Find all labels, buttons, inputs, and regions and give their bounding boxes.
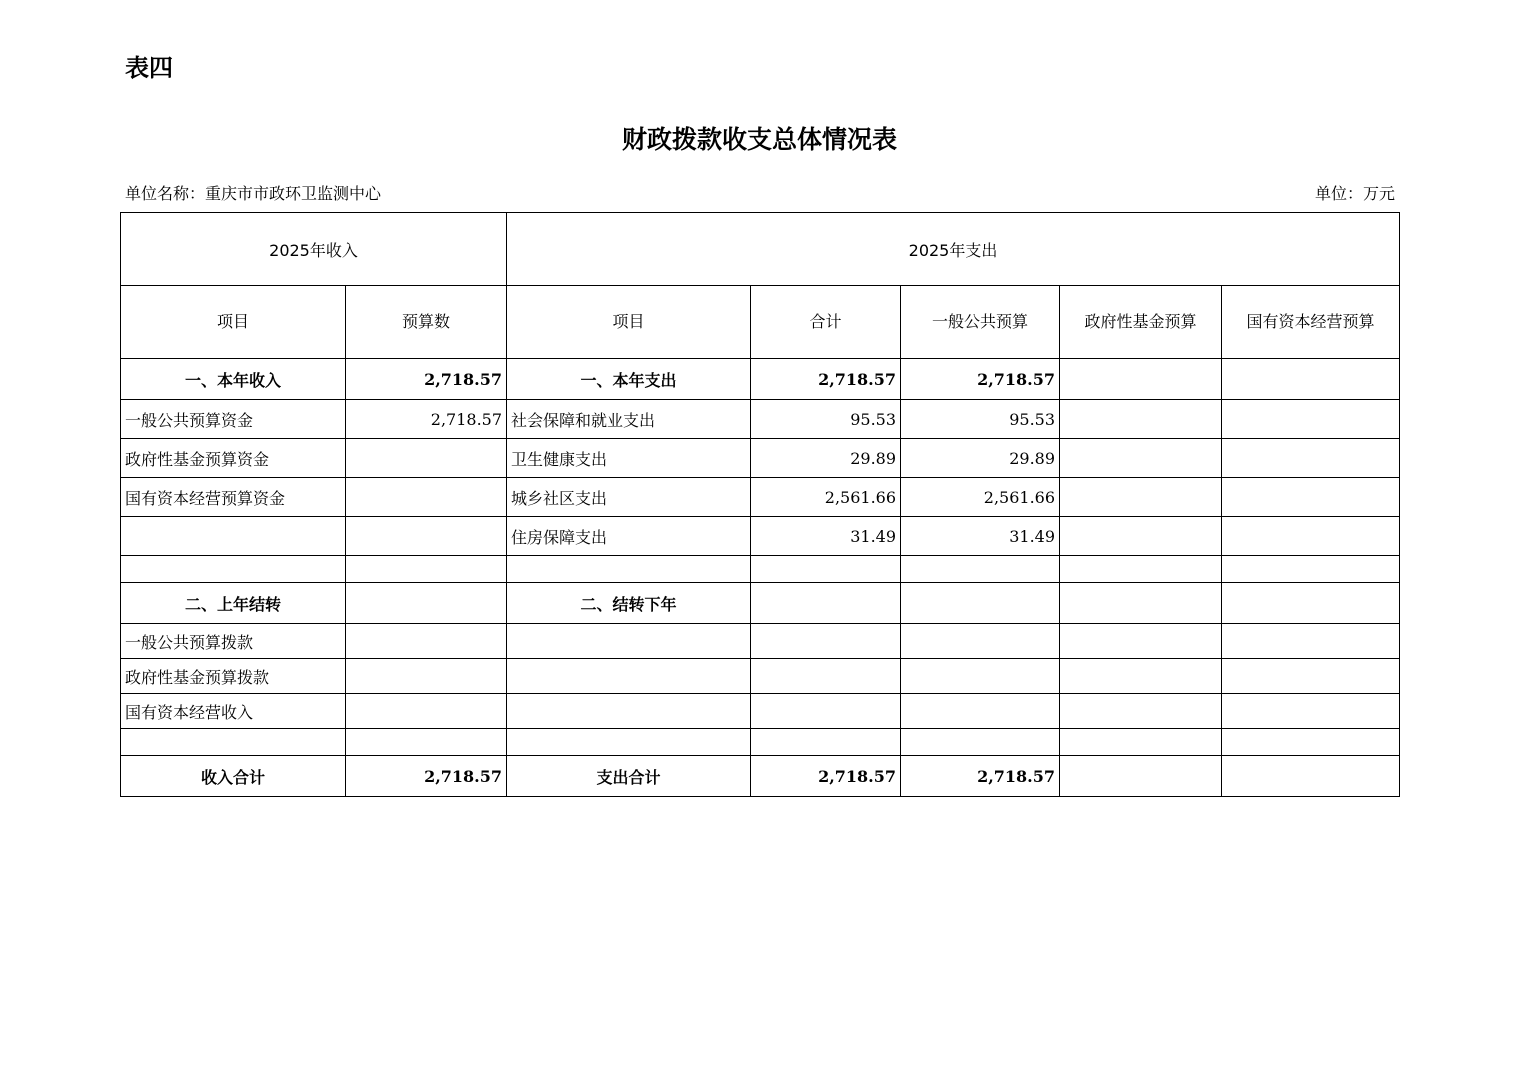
- table-cell: 政府性基金预算拨款: [121, 659, 346, 694]
- table-cell: [751, 556, 901, 583]
- table-cell: [1060, 659, 1222, 694]
- column-header: 项目: [121, 286, 346, 359]
- table-cell: [1222, 517, 1400, 556]
- income-total-label: 收入合计: [121, 756, 346, 797]
- table-label: 表四: [125, 54, 173, 82]
- table-cell: [1060, 556, 1222, 583]
- table-cell: 31.49: [751, 517, 901, 556]
- table-cell: [346, 478, 507, 517]
- table-cell: [1222, 400, 1400, 439]
- table-cell: [1060, 359, 1222, 400]
- table-cell: [346, 439, 507, 478]
- table-cell: [346, 624, 507, 659]
- table-cell: [901, 659, 1060, 694]
- table-cell: 城乡社区支出: [507, 478, 751, 517]
- table-cell: 国有资本经营预算资金: [121, 478, 346, 517]
- table-cell: [1060, 694, 1222, 729]
- table-cell: [346, 517, 507, 556]
- table-row: [121, 694, 1400, 729]
- table-cell: 29.89: [751, 439, 901, 478]
- column-header: 政府性基金预算: [1060, 286, 1222, 359]
- table-cell: [1222, 439, 1400, 478]
- table-cell: 卫生健康支出: [507, 439, 751, 478]
- table-cell: [1222, 624, 1400, 659]
- income-total-value: 2,718.57: [346, 756, 507, 797]
- general-budget-total: 2,718.57: [901, 756, 1060, 797]
- table-cell: [1060, 517, 1222, 556]
- column-header: 一般公共预算: [901, 286, 1060, 359]
- table-cell: 社会保障和就业支出: [507, 400, 751, 439]
- currency-unit: 单位：万元: [1314, 184, 1395, 203]
- table-cell: 二、结转下年: [507, 583, 751, 624]
- table-cell: 2,718.57: [901, 359, 1060, 400]
- table-cell: [901, 694, 1060, 729]
- budget-table: [120, 212, 1400, 797]
- table-cell: [346, 583, 507, 624]
- table-cell: 一般公共预算拨款: [121, 624, 346, 659]
- state-capital-total: [1222, 756, 1400, 797]
- table-cell: [121, 517, 346, 556]
- table-cell: [901, 556, 1060, 583]
- total-row: [121, 756, 1400, 797]
- table-row: [121, 400, 1400, 439]
- table-cell: [1222, 359, 1400, 400]
- table-cell: [121, 556, 346, 583]
- table-cell: [507, 556, 751, 583]
- column-header: 项目: [507, 286, 751, 359]
- table-cell: [901, 729, 1060, 756]
- table-row: [121, 729, 1400, 756]
- table-cell: [751, 583, 901, 624]
- table-cell: [751, 624, 901, 659]
- table-cell: 住房保障支出: [507, 517, 751, 556]
- page-title: 财政拨款收支总体情况表: [621, 125, 897, 154]
- table-cell: [1060, 624, 1222, 659]
- table-cell: [346, 694, 507, 729]
- table-cell: 二、上年结转: [121, 583, 346, 624]
- table-row: [121, 624, 1400, 659]
- table-cell: [1060, 583, 1222, 624]
- table-cell: 95.53: [901, 400, 1060, 439]
- table-row: [121, 517, 1400, 556]
- fund-budget-total: [1060, 756, 1222, 797]
- table-cell: [1060, 729, 1222, 756]
- table-cell: [346, 556, 507, 583]
- table-cell: 2,718.57: [346, 359, 507, 400]
- column-header: 国有资本经营预算: [1222, 286, 1400, 359]
- table-cell: 一般公共预算资金: [121, 400, 346, 439]
- table-cell: 2,561.66: [751, 478, 901, 517]
- table-cell: 31.49: [901, 517, 1060, 556]
- table-cell: 2,718.57: [751, 359, 901, 400]
- table-cell: 29.89: [901, 439, 1060, 478]
- table-cell: [507, 624, 751, 659]
- table-cell: 95.53: [751, 400, 901, 439]
- table-cell: [346, 729, 507, 756]
- column-header: 预算数: [346, 286, 507, 359]
- column-header-row: [121, 286, 1400, 359]
- table-cell: [1060, 439, 1222, 478]
- expense-section-header: 2025年支出: [507, 213, 1400, 286]
- table-row: [121, 556, 1400, 583]
- section-header-row: [121, 213, 1400, 286]
- table-cell: [1060, 400, 1222, 439]
- table-cell: 政府性基金预算资金: [121, 439, 346, 478]
- table-cell: 2,561.66: [901, 478, 1060, 517]
- table-cell: [507, 694, 751, 729]
- table-cell: [346, 659, 507, 694]
- unit-name: 单位名称：重庆市市政环卫监测中心: [125, 184, 382, 203]
- table-cell: [1222, 478, 1400, 517]
- table-row: [121, 583, 1400, 624]
- table-cell: 国有资本经营收入: [121, 694, 346, 729]
- table-cell: [751, 729, 901, 756]
- table-cell: [1222, 556, 1400, 583]
- table-cell: [1222, 694, 1400, 729]
- expense-total-label: 支出合计: [507, 756, 751, 797]
- table-cell: [751, 659, 901, 694]
- table-cell: [901, 583, 1060, 624]
- table-cell: [1222, 583, 1400, 624]
- table-cell: 一、本年收入: [121, 359, 346, 400]
- table-cell: [507, 659, 751, 694]
- table-cell: [507, 729, 751, 756]
- income-section-header: 2025年收入: [121, 213, 507, 286]
- table-cell: [121, 729, 346, 756]
- table-cell: [901, 624, 1060, 659]
- column-header: 合计: [751, 286, 901, 359]
- table-row: [121, 359, 1400, 400]
- table-cell: [1222, 729, 1400, 756]
- table-row: [121, 439, 1400, 478]
- table-cell: [1222, 659, 1400, 694]
- table-row: [121, 478, 1400, 517]
- table-cell: [751, 694, 901, 729]
- table-cell: [1060, 478, 1222, 517]
- expense-total-value: 2,718.57: [751, 756, 901, 797]
- table-row: [121, 659, 1400, 694]
- table-cell: 2,718.57: [346, 400, 507, 439]
- table-cell: 一、本年支出: [507, 359, 751, 400]
